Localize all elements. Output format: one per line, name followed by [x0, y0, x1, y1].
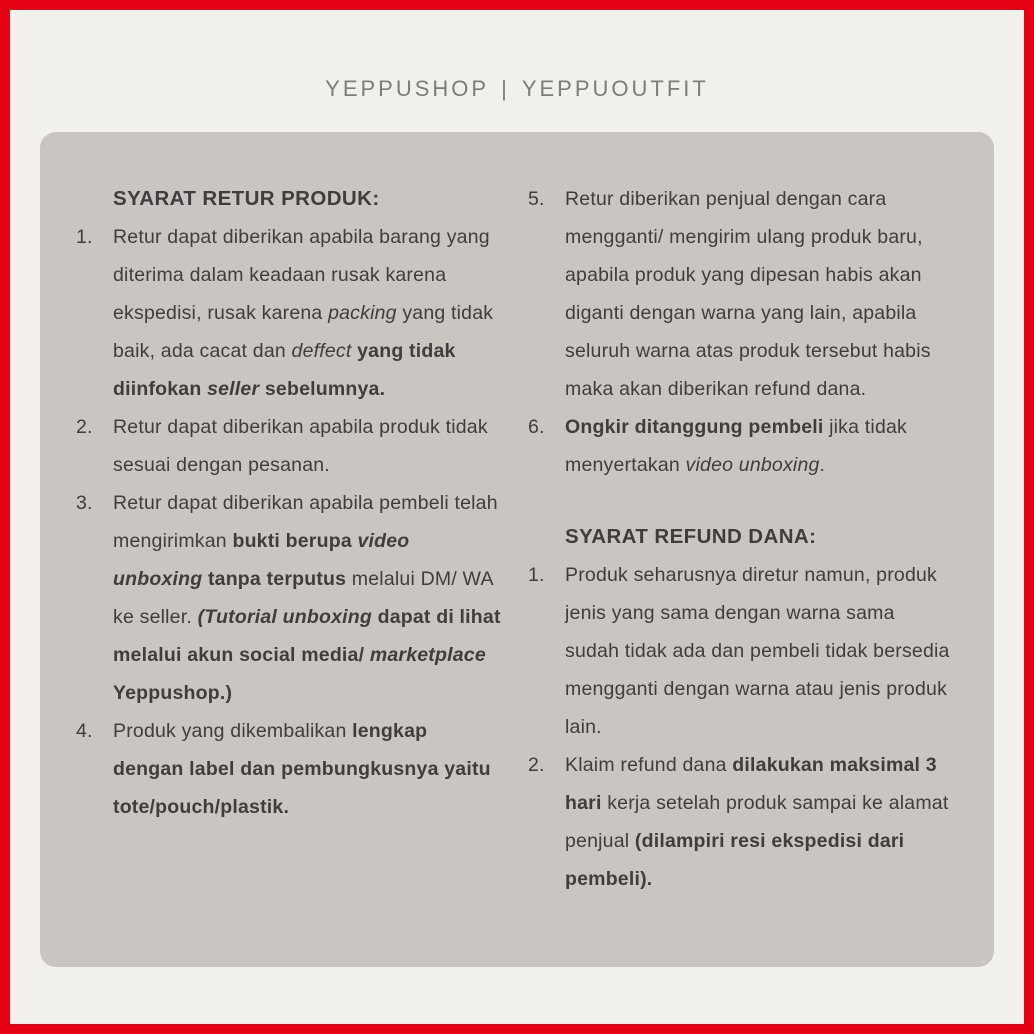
refund-title: SYARAT REFUND DANA: [565, 525, 817, 548]
list-item [76, 712, 502, 826]
left-column [76, 180, 502, 931]
item-number: 2. [76, 416, 93, 438]
list-item [76, 218, 502, 408]
item-text: Retur dapat diberikan apabila pembeli telah mengirimkan bukti berupa video unboxing tanpa terputus melalui DM/ WA ke seller. (Tutorial unboxing dapat di lihat melalui akun social media/ marketplace Yeppushop.) [113, 492, 501, 704]
list-item [76, 484, 502, 712]
terms-panel [40, 132, 994, 967]
brand-yeppushop: YEPPUSHOP [325, 76, 490, 101]
item-text: Retur dapat diberikan apabila produk tidak sesuai dengan pesanan. [113, 416, 488, 476]
item-number: 5. [528, 188, 545, 210]
item-text: Klaim refund dana dilakukan maksimal 3 hari kerja setelah produk sampai ke alamat penjual (dilampiri resi ekspedisi dari pembeli). [565, 754, 949, 890]
item-text: Ongkir ditanggung pembeli jika tidak menyertakan video unboxing. [565, 416, 907, 476]
item-text: Retur diberikan penjual dengan cara mengganti/ mengirim ulang produk baru, apabila produk yang dipesan habis akan diganti dengan warna yang lain, apabila seluruh warna atas produk tersebut habis maka akan diberikan refund dana. [565, 188, 931, 400]
list-item [528, 408, 954, 484]
brand-separator: | [501, 76, 510, 101]
item-number: 1. [76, 226, 93, 248]
item-text: Retur dapat diberikan apabila barang yang diterima dalam keadaan rusak karena ekspedisi, rusak karena packing yang tidak baik, ada cacat dan deffect yang tidak diinfokan seller sebelumnya. [113, 226, 494, 400]
item-text: Produk seharusnya diretur namun, produk jenis yang sama dengan warna sama sudah tidak ada dan pembeli tidak bersedia mengganti dengan warna atau jenis produk lain. [565, 564, 950, 738]
brand-yeppuoutfit: YEPPUOUTFIT [521, 76, 709, 101]
item-number: 4. [76, 720, 93, 742]
list-item [528, 556, 954, 746]
item-number: 1. [528, 564, 545, 586]
right-column [528, 180, 954, 931]
item-text: Produk yang dikembalikan lengkap dengan label dan pembungkusnya yaitu tote/pouch/plastik. [113, 720, 491, 818]
list-item [528, 180, 954, 408]
brand-header [10, 76, 1024, 102]
item-number: 6. [528, 416, 545, 438]
item-number: 3. [76, 492, 93, 514]
item-number: 2. [528, 754, 545, 776]
list-item [528, 746, 954, 898]
list-item [76, 408, 502, 484]
retur-title: SYARAT RETUR PRODUK: [113, 187, 380, 210]
